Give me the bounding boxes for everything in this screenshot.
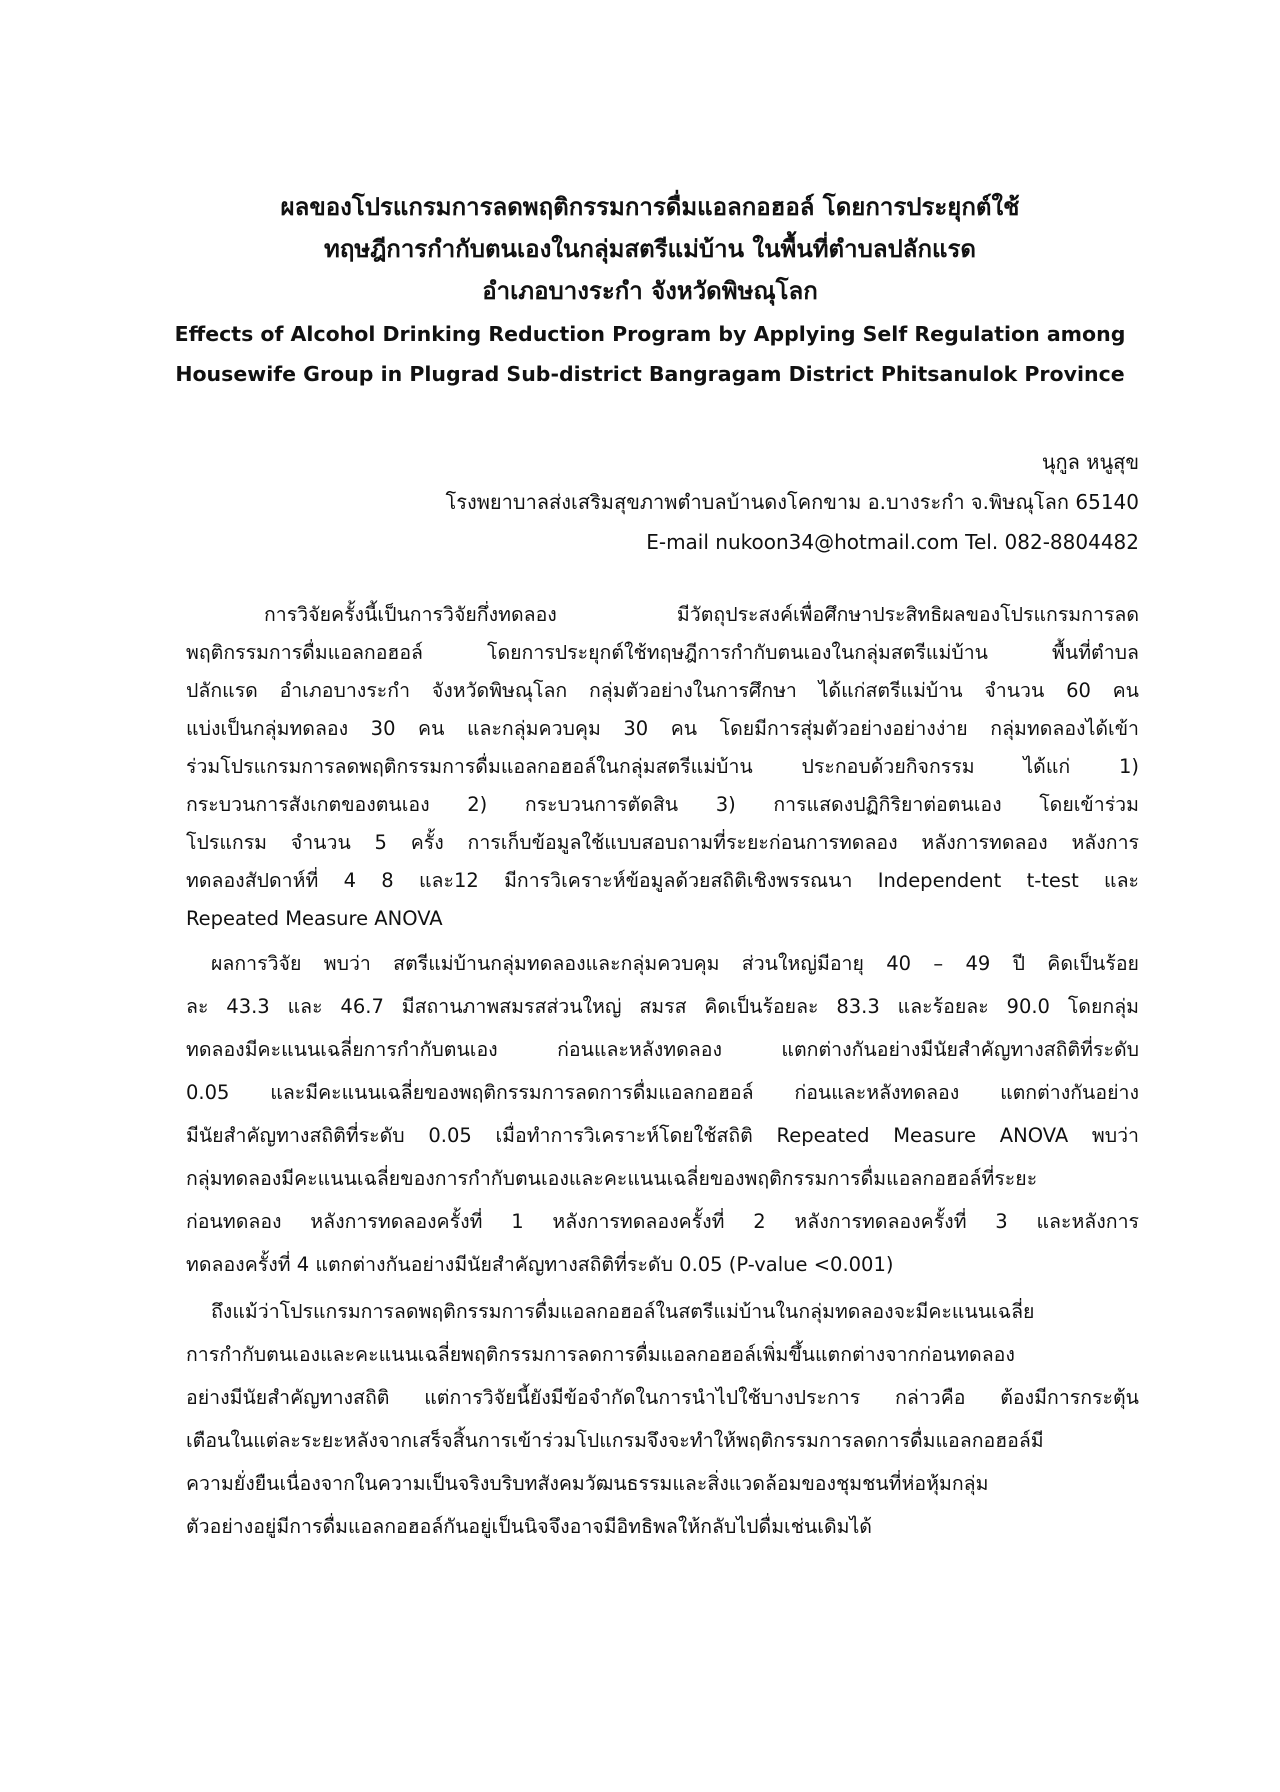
abstract [186, 596, 1139, 1548]
english-title-line-1: Effects of Alcohol Drinking Reduction Program by Applying Self Regulation among [174, 322, 1126, 346]
abstract-line: ความยั่งยืนเนื่องจากในความเป็นจริงบริบทสังคมวัฒนธรรมและสิ่งแวดล้อมของชุมชนที่ห่อหุ้มกลุ่ม [186, 1472, 989, 1495]
author-block [445, 442, 1139, 562]
abstract-line: พฤติกรรมการดื่มแอลกอฮอล์ โดยการประยุกต์ใช้ทฤษฎีการกำกับตนเองในกลุ่มสตรีแม่บ้าน พื้นที่ตำบล [186, 641, 1139, 664]
abstract-line: ปลักแรด อำเภอบางระกำ จังหวัดพิษณุโลก กลุ่มตัวอย่างในการศึกษา ได้แก่สตรีแม่บ้าน จำนวน 60 คน [186, 679, 1139, 702]
abstract-line: อย่างมีนัยสำคัญทางสถิติ แต่การวิจัยนี้ยังมีข้อจำกัดในการนำไปใช้บางประการ กล่าวคือ ต้องมีการกระตุ้น [186, 1386, 1139, 1409]
abstract-line: Repeated Measure ANOVA [186, 907, 443, 930]
abstract-line: ก่อนทดลอง หลังการทดลองครั้งที่ 1 หลังการทดลองครั้งที่ 2 หลังการทดลองครั้งที่ 3 และหลังการ [186, 1210, 1139, 1233]
abstract-line: กระบวนการสังเกตของตนเอง 2) กระบวนการตัดสิน 3) การแสดงปฏิกิริยาต่อตนเอง โดยเข้าร่วม [186, 793, 1139, 816]
thai-title-line-3: อำเภอบางระกำ จังหวัดพิษณุโลก [482, 277, 818, 305]
abstract-line: การกำกับตนเองและคะแนนเฉลี่ยพฤติกรรมการลดการดื่มแอลกอฮอล์เพิ่มขึ้นแตกต่างจากก่อนทดลอง [186, 1343, 1015, 1366]
abstract-line: ละ 43.3 และ 46.7 มีสถานภาพสมรสส่วนใหญ่ สมรส คิดเป็นร้อยละ 83.3 และร้อยละ 90.0 โดยกลุ่ม [186, 995, 1139, 1018]
author-contact: E-mail nukoon34@hotmail.com Tel. 082-8804482 [646, 530, 1139, 554]
english-title-line-2: Housewife Group in Plugrad Sub-district Bangragam District Phitsanulok Province [175, 362, 1125, 386]
abstract-paragraph-2 [186, 942, 1139, 1286]
abstract-line: โปรแกรม จำนวน 5 ครั้ง การเก็บข้อมูลใช้แบบสอบถามที่ระยะก่อนการทดลอง หลังการทดลอง หลังการ [186, 831, 1139, 854]
abstract-paragraph-3 [186, 1290, 1139, 1548]
abstract-line: ทดลองสัปดาห์ที่ 4 8 และ12 มีการวิเคราะห์ข้อมูลด้วยสถิติเชิงพรรณนา Independent t-test และ [186, 869, 1139, 892]
abstract-line: กลุ่มทดลองมีคะแนนเฉลี่ยของการกำกับตนเองและคะแนนเฉลี่ยของพฤติกรรมการดื่มแอลกอฮอล์ที่ระยะ [186, 1167, 1038, 1190]
abstract-line: ผลการวิจัย พบว่า สตรีแม่บ้านกลุ่มทดลองและกลุ่มควบคุม ส่วนใหญ่มีอายุ 40 – 49 ปี คิดเป็นร้อย [211, 952, 1139, 975]
abstract-line: ทดลองครั้งที่ 4 แตกต่างกันอย่างมีนัยสำคัญทางสถิติที่ระดับ 0.05 (P-value <0.001) [186, 1253, 894, 1276]
abstract-line: ร่วมโปรแกรมการลดพฤติกรรมการดื่มแอลกอฮอล์ในกลุ่มสตรีแม่บ้าน ประกอบด้วยกิจกรรม ได้แก่ 1) [186, 755, 1139, 778]
abstract-line: ถึงแม้ว่าโปรแกรมการลดพฤติกรรมการดื่มแอลกอฮอล์ในสตรีแม่บ้านในกลุ่มทดลองจะมีคะแนนเฉลี่ย [211, 1300, 1035, 1323]
abstract-line: 0.05 และมีคะแนนเฉลี่ยของพฤติกรรมการลดการดื่มแอลกอฮอล์ ก่อนและหลังทดลอง แตกต่างกันอย่าง [186, 1081, 1139, 1104]
abstract-line: แบ่งเป็นกลุ่มทดลอง 30 คน และกลุ่มควบคุม 30 คน โดยมีการสุ่มตัวอย่างอย่างง่าย กลุ่มทดลองได้เข้า [186, 717, 1139, 740]
author-name: นุกูล หนูสุข [1041, 450, 1139, 474]
abstract-line: เตือนในแต่ละระยะหลังจากเสร็จสิ้นการเข้าร่วมโปแกรมจึงจะทำให้พฤติกรรมการลดการดื่มแอลกอฮอล์มี [186, 1429, 1044, 1452]
title-block [160, 186, 1140, 394]
abstract-line: มีนัยสำคัญทางสถิติที่ระดับ 0.05 เมื่อทำการวิเคราะห์โดยใช้สถิติ Repeated Measure ANOVA พบว่า [186, 1124, 1139, 1147]
abstract-paragraph-1 [186, 596, 1139, 938]
thai-title-line-1: ผลของโปรแกรมการลดพฤติกรรมการดื่มแอลกอฮอล์ โดยการประยุกต์ใช้ [280, 193, 1020, 221]
abstract-line: การวิจัยครั้งนี้เป็นการวิจัยกึ่งทดลอง มีวัตถุประสงค์เพื่อศึกษาประสิทธิผลของโปรแกรมการลด [264, 603, 1139, 626]
abstract-line: ทดลองมีคะแนนเฉลี่ยการกำกับตนเอง ก่อนและหลังทดลอง แตกต่างกันอย่างมีนัยสำคัญทางสถิติที่ระดับ [186, 1038, 1139, 1061]
abstract-line: ตัวอย่างอยู่มีการดื่มแอลกอฮอล์กันอยู่เป็นนิจจึงอาจมีอิทธิพลให้กลับไปดื่มเช่นเดิมได้ [186, 1515, 872, 1538]
thai-title-line-2: ทฤษฎีการกำกับตนเองในกลุ่มสตรีแม่บ้าน ในพื้นที่ตำบลปลักแรด [324, 235, 976, 263]
author-affiliation: โรงพยาบาลส่งเสริมสุขภาพตำบลบ้านดงโคกขาม อ.บางระกำ จ.พิษณุโลก 65140 [445, 490, 1139, 514]
